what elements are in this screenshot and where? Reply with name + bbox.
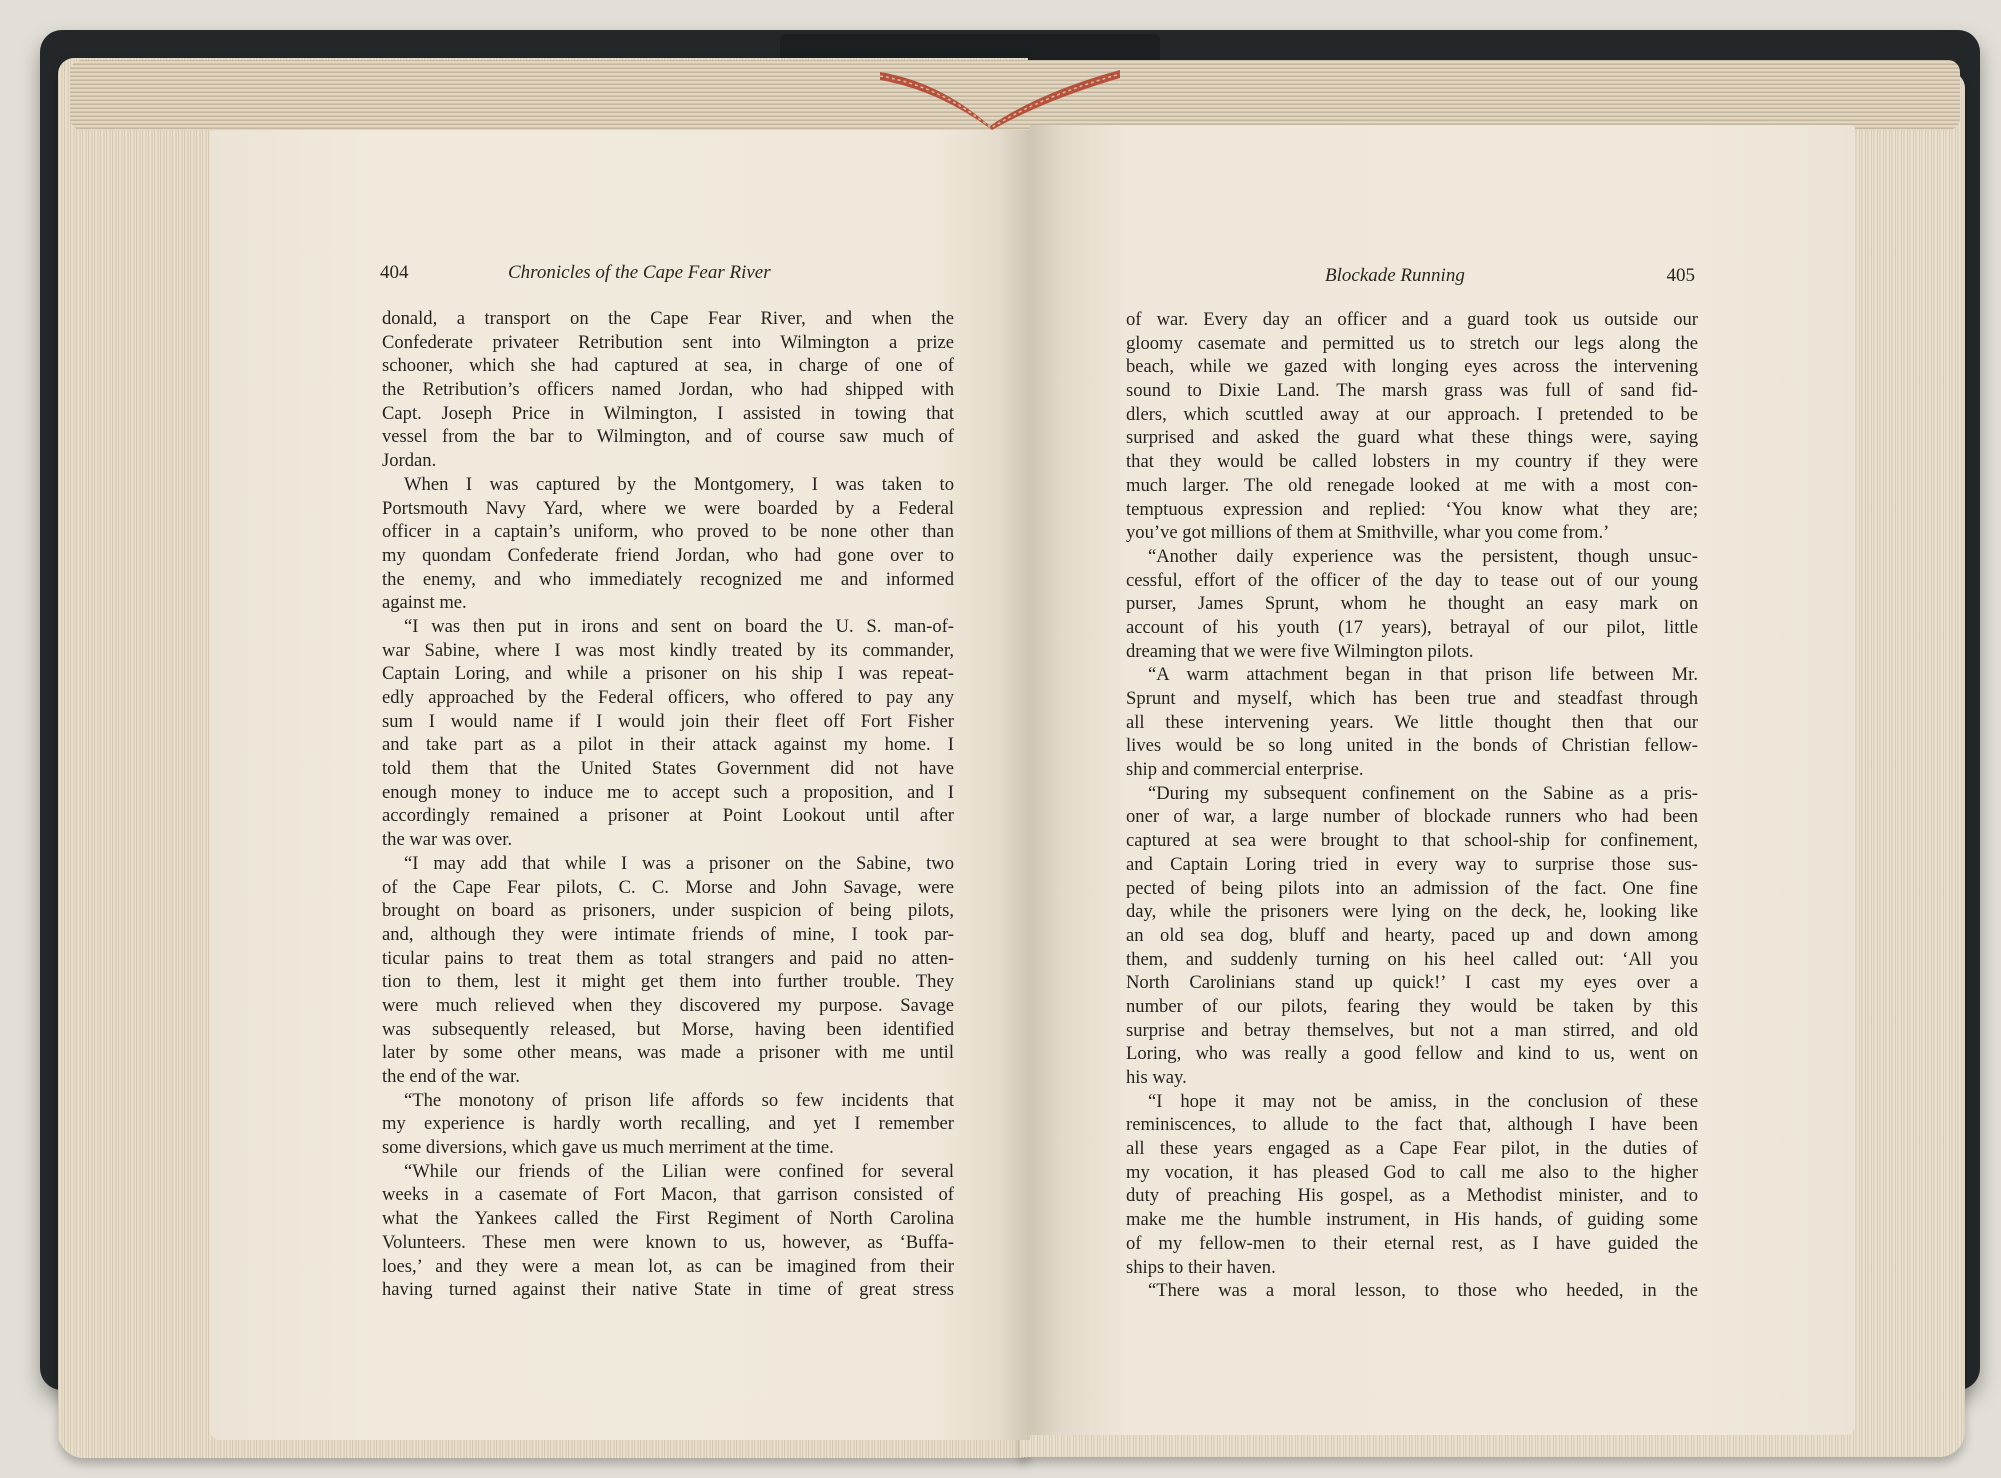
text-line: Portsmouth Navy Yard, where we were boarded by a Federal xyxy=(382,497,954,519)
text-line: was subsequently released, but Morse, having been identified xyxy=(382,1018,954,1040)
text-line: Sprunt and myself, which has been true and steadfast through xyxy=(1126,688,1698,709)
text-line: reminiscences, to allude to the fact that, although I have been xyxy=(1126,1114,1698,1136)
text-line: all these years engaged as a Cape Fear pilot, in the duties of xyxy=(1126,1138,1698,1160)
text-line: day, while the prisoners were lying on the deck, he, looking like xyxy=(1126,901,1698,923)
running-title: Blockade Running xyxy=(1325,265,1465,286)
text-line: against me. xyxy=(382,592,467,614)
text-line: lives would be so long united in the bonds of Christian fellow- xyxy=(1126,735,1698,757)
right-page-body xyxy=(1126,308,1698,1303)
text-line: tion to them, lest it might get them into further trouble. They xyxy=(382,971,954,993)
text-line: all these intervening years. We little thought then that our xyxy=(1126,711,1698,733)
text-line: my experience is hardly worth recalling, and yet I remember xyxy=(382,1113,954,1135)
text-line: edly approached by the Federal officers, who offered to pay any xyxy=(382,687,954,708)
text-line: dlers, which scuttled away at our approach. I pretended to be xyxy=(1126,403,1698,425)
text-line: brought on board as prisoners, under suspicion of being pilots, xyxy=(382,900,954,922)
text-line: dreaming that we were five Wilmington pilots. xyxy=(1126,640,1474,662)
text-line: gloomy casemate and permitted us to stretch our legs along the xyxy=(1126,332,1698,354)
text-line: “There was a moral lesson, to those who heeded, in the xyxy=(1148,1280,1698,1302)
right-page xyxy=(1030,125,1855,1435)
text-line: make me the humble instrument, in His hands, of guiding some xyxy=(1126,1209,1698,1231)
text-line: Volunteers. These men were known to us, however, as ‘Buffa- xyxy=(382,1231,954,1253)
text-line: schooner, which she had captured at sea, in charge of one of xyxy=(382,355,954,377)
text-line: the Retribution’s officers named Jordan, who had shipped with xyxy=(382,379,954,401)
text-line: “I hope it may not be amiss, in the conclusion of these xyxy=(1148,1090,1698,1112)
left-page xyxy=(210,130,1030,1440)
text-line: Captain Loring, and while a prisoner on his ship I was repeat- xyxy=(382,663,954,685)
text-line: told them that the United States Government did not have xyxy=(382,758,954,780)
text-line: accordingly remained a prisoner at Point Lookout until after xyxy=(382,805,954,827)
text-line: war Sabine, where I was most kindly treated by its commander, xyxy=(382,639,954,661)
text-line: what the Yankees called the First Regiment of North Carolina xyxy=(382,1208,954,1230)
text-line: oner of war, a large number of blockade runners who had been xyxy=(1126,806,1698,828)
text-line: you’ve got millions of them at Smithville, whar you come from.’ xyxy=(1126,522,1610,544)
text-line: them, and suddenly turning on his heel called out: ‘All you xyxy=(1126,948,1698,970)
text-line: “Another daily experience was the persistent, though unsuc- xyxy=(1148,545,1698,567)
text-line: having turned against their native State in time of great stress xyxy=(382,1279,954,1301)
text-line: the war was over. xyxy=(382,829,513,851)
text-line: and Captain Loring tried in every way to surprise those sus- xyxy=(1126,853,1698,875)
text-line: and take part as a pilot in their attack against my home. I xyxy=(382,734,954,756)
text-line: donald, a transport on the Cape Fear River, and when the xyxy=(382,308,954,329)
text-line: sum I would name if I would join their fleet off Fort Fisher xyxy=(382,710,954,732)
text-line: his way. xyxy=(1126,1067,1187,1088)
text-line: “During my subsequent confinement on the Sabine as a pris- xyxy=(1148,782,1698,804)
text-line: enough money to induce me to accept such a proposition, and I xyxy=(382,781,954,803)
text-line: Jordan. xyxy=(382,450,437,472)
text-line: account of his youth (17 years), betrayal of our pilot, little xyxy=(1126,616,1698,638)
text-line: ticular pains to treat them as total strangers and paid no atten- xyxy=(382,947,954,969)
text-line: the enemy, and who immediately recognized me and informed xyxy=(382,568,954,590)
text-line: that they would be called lobsters in my country if they were xyxy=(1126,451,1698,473)
text-line: of the Cape Fear pilots, C. C. Morse and John Savage, were xyxy=(382,876,954,898)
text-line: pected of being pilots into an admission of the fact. One fine xyxy=(1126,877,1698,899)
text-line: ship and commercial enterprise. xyxy=(1126,759,1364,781)
left-page-body xyxy=(382,307,954,1302)
text-line: and, although they were intimate friends of mine, I took par- xyxy=(382,923,954,945)
text-line: temptuous expression and replied: ‘You know what they are; xyxy=(1126,498,1698,520)
text-line: some diversions, which gave us much merriment at the time. xyxy=(382,1137,834,1159)
text-line: number of our pilots, fearing they would be taken by this xyxy=(1126,995,1698,1017)
text-line: “I was then put in irons and sent on board the U. S. man-of- xyxy=(404,615,954,637)
text-line: surprised and asked the guard what these things were, saying xyxy=(1126,427,1698,449)
text-line: my vocation, it has pleased God to call me also to the higher xyxy=(1126,1161,1698,1183)
text-line: later by some other means, was made a prisoner with me until xyxy=(382,1042,954,1064)
text-line: purser, James Sprunt, whom he thought an easy mark on xyxy=(1126,593,1698,615)
text-line: “While our friends of the Lilian were confined for several xyxy=(404,1160,954,1182)
text-line: “The monotony of prison life affords so few incidents that xyxy=(404,1089,954,1111)
text-line: ships to their haven. xyxy=(1126,1256,1276,1278)
text-line: officer in a captain’s uniform, who proved to be none other than xyxy=(382,521,954,543)
page-number: 404 xyxy=(380,262,409,283)
text-line: of my fellow-men to their eternal rest, as I have guided the xyxy=(1126,1232,1698,1254)
text-line: Capt. Joseph Price in Wilmington, I assisted in towing that xyxy=(382,402,954,424)
headband-ribbon xyxy=(880,52,1120,130)
text-line: my quondam Confederate friend Jordan, who had gone over to xyxy=(382,544,954,566)
running-title: Chronicles of the Cape Fear River xyxy=(508,262,771,283)
page-number: 405 xyxy=(1666,265,1695,286)
text-line: Loring, who was really a good fellow and kind to us, went on xyxy=(1126,1043,1698,1065)
text-line: the end of the war. xyxy=(382,1066,520,1087)
text-line: duty of preaching His gospel, as a Methodist minister, and to xyxy=(1126,1185,1698,1207)
text-line: “A warm attachment began in that prison life between Mr. xyxy=(1148,664,1698,686)
text-line: cessful, effort of the officer of the day to tease out of our young xyxy=(1126,569,1698,591)
text-line: North Carolinians stand up quick!’ I cast my eyes over a xyxy=(1126,972,1698,994)
text-line: When I was captured by the Montgomery, I was taken to xyxy=(404,473,954,495)
text-line: an old sea dog, bluff and hearty, paced up and down among xyxy=(1126,924,1698,946)
text-line: were much relieved when they discovered my purpose. Savage xyxy=(382,994,954,1016)
text-line: captured at sea were brought to that school-ship for confinement, xyxy=(1126,830,1698,852)
text-line: “I may add that while I was a prisoner on the Sabine, two xyxy=(404,852,954,874)
text-line: surprise and betray themselves, but not a man stirred, and old xyxy=(1126,1019,1698,1041)
text-line: loes,’ and they were a mean lot, as can be imagined from their xyxy=(382,1255,954,1277)
text-line: beach, while we gazed with longing eyes across the intervening xyxy=(1126,356,1698,378)
text-line: of war. Every day an officer and a guard took us outside our xyxy=(1126,309,1698,330)
text-line: weeks in a casemate of Fort Macon, that garrison consisted of xyxy=(382,1184,954,1206)
text-line: Confederate privateer Retribution sent into Wilmington a prize xyxy=(382,331,954,353)
text-line: sound to Dixie Land. The marsh grass was full of sand fid- xyxy=(1126,380,1698,402)
text-line: much larger. The old renegade looked at me with a most con- xyxy=(1126,474,1698,496)
text-line: vessel from the bar to Wilmington, and of course saw much of xyxy=(382,426,954,448)
